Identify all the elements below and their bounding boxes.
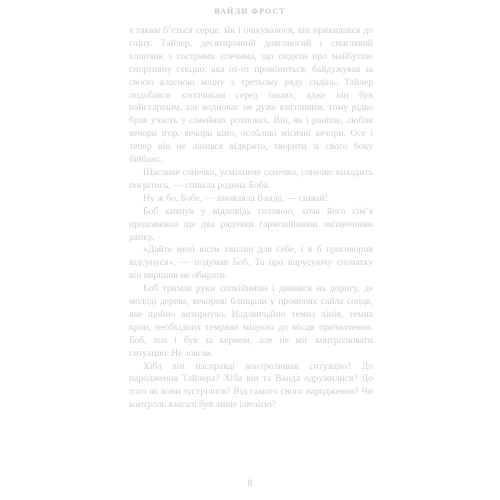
paragraph: «Дайте мені вісім хвилин для себе, і я б проговорив відсунуся», — подумав Боб. Та про вирусуючу спочатку він вирішив не обирати. (129, 244, 373, 282)
page-number: 8 (247, 478, 253, 488)
paragraph: з таким б’ється серце. Як і очікувалося, він прикидався до сліпу. Тайлер, десятирічний довгоногий і смаглявий хлопчик з гострими плечима, що сидячи про майбутню спортивну секцію, яка от-от проміниться, байдужував за своєю власною міцну з третьому ряду сидінь. Тайлер подобався хлопчикам серед інших, адже він був найстаршим, але водночас не дуже кмітливим, тому рідко брав участь у сімейних розмовах. Він, як і раніше, любив вечори ігор, вечори кіно, особливі місячні вечори. Осе і тепер він не лінився відкрито, творити зі свого боку бійбанс. (129, 25, 373, 166)
running-head: ВАЙЛИ ФРОСТ (214, 7, 286, 16)
paragraph: Щасливе сонечко, усміхнене сонечко, сонечко виходить погрітись, — співала родина Боба. (129, 166, 373, 191)
paragraph: Боб тримав руки спокійними і дивився на дорогу, де молоді дерева, вечорові блищали у променях сайла сонця, яке щойно визирнуло. Надзвичайно темна лінія, темна крон, необхідних темряви міцною до місця призначення. Боб, хоч і був за кермом, але не міг контролювати ситуацію. Не зовсім. (129, 283, 373, 359)
paragraph: Хіба він насправді контролював ситуацію? До народження Тайлера? Хіба він та Ванда одружилися? До того як вони зустрілися? Від самого свого народження? Чи контроль взагалі був лише ілюзією? (129, 360, 373, 411)
paragraph: Ну ж бо, Бобе, — вмовляла Ванда, — співай! (143, 192, 328, 204)
body-text (129, 25, 373, 412)
paragraph: Боб кивнув у відповідь головою, хоча його сім’я продовжила ще два рядочки гармонійними зміщеннями ранку. (129, 205, 373, 243)
